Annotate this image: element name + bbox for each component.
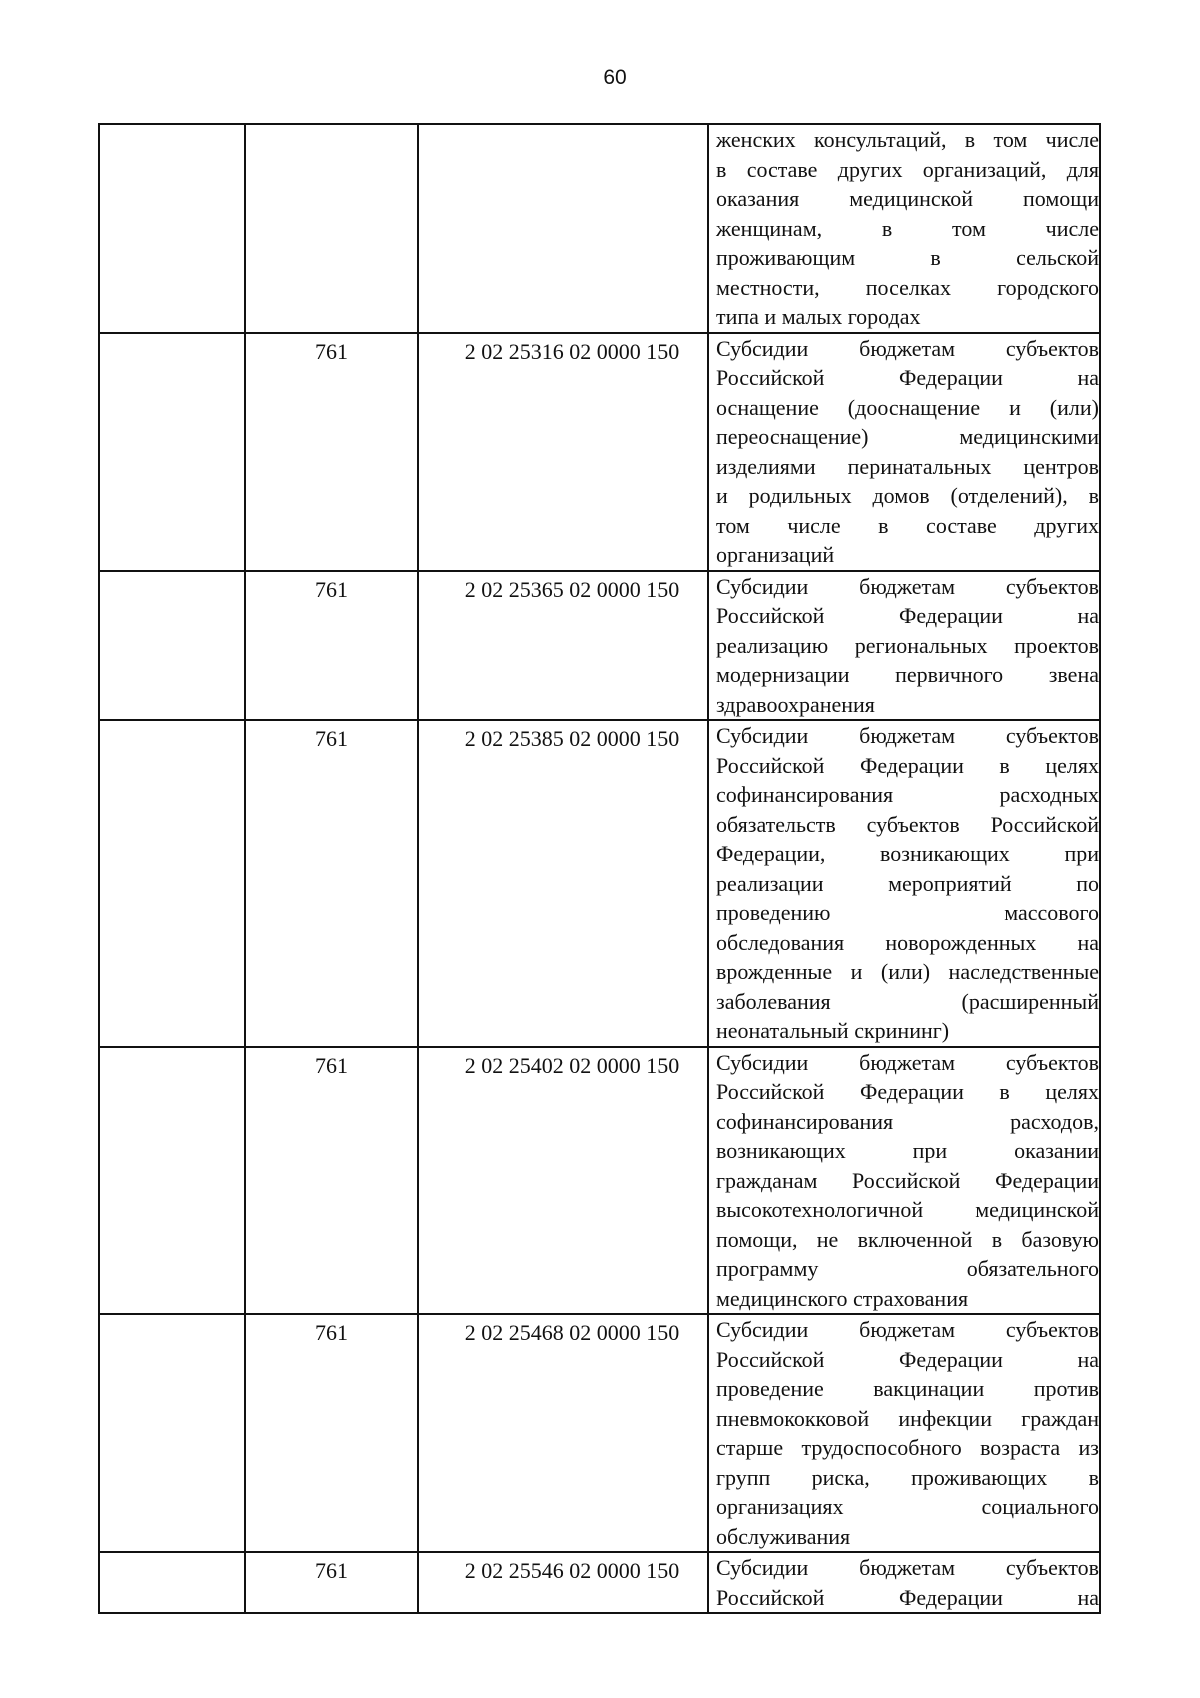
text-line-last: обслуживания bbox=[716, 1523, 851, 1549]
admin-code-cell: 761 bbox=[245, 1314, 418, 1552]
text-line-last: неонатальный скрининг) bbox=[716, 1018, 950, 1043]
income-name-cell bbox=[708, 1047, 1100, 1315]
text-line: Субсидии бюджетам субъектов bbox=[716, 1049, 1099, 1075]
table-row bbox=[99, 1047, 1100, 1315]
admin-code-cell: 761 bbox=[245, 333, 418, 571]
text-line: Субсидии бюджетам субъектов bbox=[716, 723, 1099, 748]
table-row bbox=[99, 124, 1100, 333]
empty-cell bbox=[99, 124, 245, 333]
table-row bbox=[99, 1552, 1100, 1613]
text-line: том числе в составе других bbox=[716, 512, 1099, 538]
text-line: Субсидии бюджетам субъектов bbox=[716, 335, 1099, 361]
text-line: проживающим в сельской bbox=[716, 245, 1099, 270]
text-line: пневмококковой инфекции граждан bbox=[716, 1405, 1099, 1431]
text-line: заболевания (расширенный bbox=[716, 988, 1099, 1014]
admin-code-cell: 761 bbox=[245, 1552, 418, 1613]
text-line: обязательств субъектов Российской bbox=[716, 811, 1099, 837]
text-line: Субсидии бюджетам субъектов bbox=[716, 1555, 1099, 1580]
income-name-cell bbox=[708, 1552, 1100, 1613]
table-row bbox=[99, 571, 1100, 721]
empty-cell bbox=[99, 1552, 245, 1613]
text-line: гражданам Российской Федерации bbox=[716, 1167, 1099, 1193]
text-line: Российской Федерации на bbox=[716, 1584, 1099, 1610]
income-name-cell bbox=[708, 720, 1100, 1047]
text-line: софинансирования расходных bbox=[716, 782, 1099, 807]
text-line: помощи, не включенной в базовую bbox=[716, 1226, 1099, 1252]
text-line: реализацию региональных проектов bbox=[716, 632, 1099, 658]
empty-cell bbox=[99, 333, 245, 571]
table-row bbox=[99, 333, 1100, 571]
kbk-code-cell: 2 02 25385 02 0000 150 bbox=[418, 720, 708, 1047]
income-name-cell bbox=[708, 333, 1100, 571]
text-line-last: здравоохранения bbox=[716, 691, 875, 717]
text-line: возникающих при оказании bbox=[716, 1138, 1099, 1163]
text-line: Российской Федерации в целях bbox=[716, 752, 1099, 778]
text-line: переоснащение) медицинскими bbox=[716, 424, 1099, 449]
admin-code-cell: 761 bbox=[245, 720, 418, 1047]
kbk-code-cell bbox=[418, 124, 708, 333]
text-line: модернизации первичного звена bbox=[716, 662, 1099, 687]
kbk-code-cell: 2 02 25316 02 0000 150 bbox=[418, 333, 708, 571]
income-name-cell bbox=[708, 571, 1100, 721]
text-line: программу обязательного bbox=[716, 1256, 1099, 1281]
income-name-cell bbox=[708, 1314, 1100, 1552]
admin-code-cell bbox=[245, 124, 418, 333]
empty-cell bbox=[99, 720, 245, 1047]
text-line: проведение вакцинации против bbox=[716, 1376, 1099, 1401]
text-line-last: организаций bbox=[716, 542, 835, 567]
table-row bbox=[99, 720, 1100, 1047]
kbk-code-cell: 2 02 25468 02 0000 150 bbox=[418, 1314, 708, 1552]
kbk-code-cell: 2 02 25402 02 0000 150 bbox=[418, 1047, 708, 1315]
text-line: Российской Федерации на bbox=[716, 365, 1099, 390]
text-line: изделиями перинатальных центров bbox=[716, 453, 1099, 479]
text-line: Российской Федерации в целях bbox=[716, 1079, 1099, 1104]
kbk-code-cell: 2 02 25546 02 0000 150 bbox=[418, 1552, 708, 1613]
budget-classification-table bbox=[98, 123, 1101, 1614]
text-line: оказания медицинской помощи bbox=[716, 186, 1099, 211]
table-row bbox=[99, 1314, 1100, 1552]
text-line: Субсидии бюджетам субъектов bbox=[716, 573, 1099, 599]
text-line: Российской Федерации на bbox=[716, 603, 1099, 628]
text-line: Федерации, возникающих при bbox=[716, 841, 1099, 866]
text-line: и родильных домов (отделений), в bbox=[716, 483, 1099, 508]
empty-cell bbox=[99, 1314, 245, 1552]
text-line: реализации мероприятий по bbox=[716, 870, 1099, 896]
admin-code-cell: 761 bbox=[245, 1047, 418, 1315]
text-line: оснащение (дооснащение и (или) bbox=[716, 394, 1099, 420]
text-line: старше трудоспособного возраста из bbox=[716, 1435, 1099, 1460]
text-line: проведению массового bbox=[716, 900, 1099, 925]
text-line: групп риска, проживающих в bbox=[716, 1464, 1099, 1490]
text-line: высокотехнологичной медицинской bbox=[716, 1197, 1099, 1222]
text-line: местности, поселках городского bbox=[716, 274, 1099, 300]
empty-cell bbox=[99, 571, 245, 721]
page-number: 60 bbox=[603, 66, 627, 89]
admin-code-cell: 761 bbox=[245, 571, 418, 721]
text-line: в составе других организаций, для bbox=[716, 156, 1099, 182]
empty-cell bbox=[99, 1047, 245, 1315]
text-line: женских консультаций, в том числе bbox=[716, 127, 1099, 152]
kbk-code-cell: 2 02 25365 02 0000 150 bbox=[418, 571, 708, 721]
text-line: женщинам, в том числе bbox=[716, 215, 1099, 241]
text-line-last: медицинского страхования bbox=[716, 1285, 969, 1311]
text-line: обследования новорожденных на bbox=[716, 929, 1099, 955]
text-line: софинансирования расходов, bbox=[716, 1108, 1099, 1134]
text-line: Субсидии бюджетам субъектов bbox=[716, 1317, 1099, 1342]
text-line: врожденные и (или) наследственные bbox=[716, 959, 1099, 984]
text-line-last: типа и малых городах bbox=[716, 304, 921, 329]
text-line: Российской Федерации на bbox=[716, 1346, 1099, 1372]
text-line: организациях социального bbox=[716, 1494, 1099, 1519]
income-name-cell bbox=[708, 124, 1100, 333]
